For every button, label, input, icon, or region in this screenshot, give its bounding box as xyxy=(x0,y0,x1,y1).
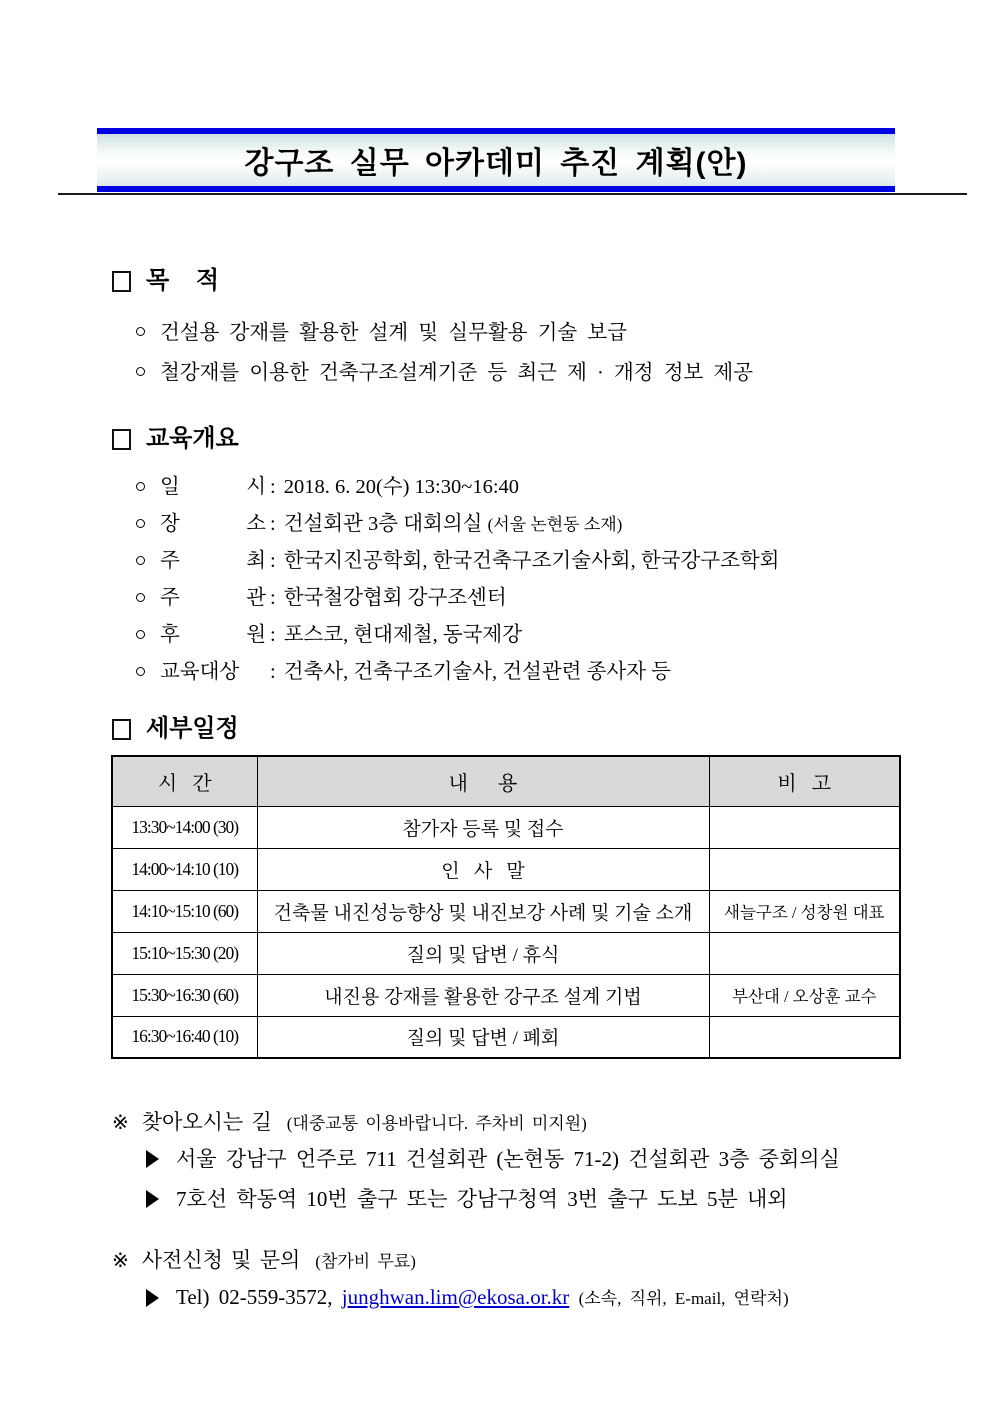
overview-list xyxy=(112,469,906,691)
schedule-table xyxy=(111,755,901,1059)
cell-time: 15:10~15:30 (20) xyxy=(112,932,257,974)
contact-email-link[interactable]: junghwan.lim@ekosa.or.kr xyxy=(341,1285,570,1309)
circle-bullet-icon xyxy=(136,327,145,336)
label-separator: : xyxy=(270,624,276,646)
square-marker-icon xyxy=(112,429,131,450)
circle-bullet-icon xyxy=(136,667,145,676)
overview-item-label: 후 원 xyxy=(160,624,266,646)
arrow-right-icon xyxy=(146,1150,159,1168)
circle-bullet-icon xyxy=(136,519,145,528)
document-title: 강구조 실무 아카데미 추진 계획(안) xyxy=(244,147,748,180)
overview-item-label: 장 소 xyxy=(160,513,266,535)
list-item xyxy=(112,543,906,580)
overview-item-label: 교육대상 xyxy=(160,661,240,683)
label-separator: : xyxy=(270,513,276,535)
table-row xyxy=(112,806,900,848)
square-marker-icon xyxy=(112,719,131,740)
column-header-time: 시 간 xyxy=(112,756,257,806)
cell-remark xyxy=(709,848,900,890)
cell-time: 14:10~15:10 (60) xyxy=(112,890,257,932)
schedule-heading-label: 세부일정 xyxy=(146,715,239,742)
purpose-list xyxy=(112,313,906,393)
overview-item-label: 일 시 xyxy=(160,476,266,498)
overview-item-note: (서울 논현동 소재) xyxy=(487,515,623,534)
cell-content: 건축물 내진성능향상 및 내진보강 사례 및 기술 소개 xyxy=(257,890,709,932)
label-separator: : xyxy=(270,550,276,572)
banner-bottom-bar xyxy=(97,186,895,192)
table-row xyxy=(112,890,900,932)
cell-remark: 새늘구조 / 성창원 대표 xyxy=(709,890,900,932)
label-separator: : xyxy=(270,476,276,498)
contact-note: (참가비 무료) xyxy=(315,1252,416,1271)
overview-heading-label: 교육개요 xyxy=(146,425,239,452)
cell-remark xyxy=(709,806,900,848)
title-banner xyxy=(97,128,895,192)
directions-heading-label: 찾아오시는 길 xyxy=(141,1110,272,1134)
document-content xyxy=(0,267,992,1319)
cell-content: 질의 및 답변 / 휴식 xyxy=(257,932,709,974)
table-header-row xyxy=(112,756,900,806)
overview-item-value: 2018. 6. 20(수) 13:30~16:40 xyxy=(283,476,520,498)
overview-item-label: 주 관 xyxy=(160,587,266,609)
circle-bullet-icon xyxy=(136,556,145,565)
arrow-right-icon xyxy=(146,1190,159,1208)
contact-suffix: (소속, 직위, E-mail, 연락처) xyxy=(578,1289,789,1308)
list-item xyxy=(112,353,906,393)
cell-time: 16:30~16:40 (10) xyxy=(112,1016,257,1058)
column-header-content: 내 용 xyxy=(257,756,709,806)
list-item xyxy=(112,654,906,691)
table-row xyxy=(112,1016,900,1058)
list-item xyxy=(112,1139,906,1179)
label-separator: : xyxy=(270,587,276,609)
arrow-right-icon xyxy=(146,1289,159,1307)
directions-list xyxy=(112,1139,906,1219)
contact-tel: Tel) 02-559-3572, xyxy=(176,1285,333,1309)
overview-item-value: 한국철강협회 강구조센터 xyxy=(283,587,507,609)
overview-item-label: 주 최 xyxy=(160,550,266,572)
directions-item-text: 서울 강남구 언주로 711 건설회관 (논현동 71-2) 건설회관 3층 중회의실 xyxy=(176,1147,840,1171)
contact-heading xyxy=(112,1245,906,1277)
contact-list xyxy=(112,1277,906,1319)
square-marker-icon xyxy=(112,271,131,292)
directions-item-text: 7호선 학동역 10번 출구 또는 강남구청역 3번 출구 도보 5분 내외 xyxy=(176,1187,788,1211)
list-item xyxy=(112,313,906,353)
list-item xyxy=(112,580,906,617)
cell-remark xyxy=(709,932,900,974)
cell-content: 인 사 말 xyxy=(257,848,709,890)
list-item xyxy=(112,1277,906,1319)
cell-time: 13:30~14:00 (30) xyxy=(112,806,257,848)
list-item xyxy=(112,617,906,654)
cell-content: 질의 및 답변 / 폐회 xyxy=(257,1016,709,1058)
cell-time: 14:00~14:10 (10) xyxy=(112,848,257,890)
contact-heading-label: 사전신청 및 문의 xyxy=(141,1248,301,1272)
column-header-remark: 비 고 xyxy=(709,756,900,806)
table-row xyxy=(112,932,900,974)
cell-time: 15:30~16:30 (60) xyxy=(112,974,257,1016)
circle-bullet-icon xyxy=(136,630,145,639)
purpose-bullet-text: 건설용 강재를 활용한 설계 및 실무활용 기술 보급 xyxy=(160,322,627,344)
cell-remark: 부산대 / 오상훈 교수 xyxy=(709,974,900,1016)
section-heading-schedule xyxy=(112,715,906,743)
overview-item-value: 포스코, 현대제철, 동국제강 xyxy=(283,624,523,646)
reference-mark-icon: ※ xyxy=(112,1112,129,1134)
list-item xyxy=(112,506,906,543)
cell-content: 참가자 등록 및 접수 xyxy=(257,806,709,848)
table-row xyxy=(112,974,900,1016)
horizontal-rule xyxy=(58,193,967,195)
overview-item-value: 건축사, 건축구조기술사, 건설관련 종사자 등 xyxy=(283,661,671,683)
cell-remark xyxy=(709,1016,900,1058)
section-heading-purpose xyxy=(112,267,906,295)
list-item xyxy=(112,1179,906,1219)
overview-item-value: 한국지진공학회, 한국건축구조기술사회, 한국강구조학회 xyxy=(283,550,780,572)
list-item xyxy=(112,469,906,506)
directions-heading xyxy=(112,1107,906,1139)
cell-content: 내진용 강재를 활용한 강구조 설계 기법 xyxy=(257,974,709,1016)
directions-section xyxy=(112,1107,906,1219)
overview-item-value: 건설회관 3층 대회의실 xyxy=(283,513,483,535)
circle-bullet-icon xyxy=(136,367,145,376)
label-separator: : xyxy=(270,661,276,683)
purpose-heading-label: 목 적 xyxy=(146,267,220,294)
reference-mark-icon: ※ xyxy=(112,1250,129,1272)
circle-bullet-icon xyxy=(136,593,145,602)
contact-section xyxy=(112,1245,906,1319)
table-row xyxy=(112,848,900,890)
purpose-bullet-text: 철강재를 이용한 건축구조설계기준 등 최근 제 · 개정 정보 제공 xyxy=(160,362,754,384)
section-heading-overview xyxy=(112,425,906,453)
directions-note: (대중교통 이용바랍니다. 주차비 미지원) xyxy=(286,1114,587,1133)
circle-bullet-icon xyxy=(136,482,145,491)
banner-body xyxy=(97,134,895,186)
